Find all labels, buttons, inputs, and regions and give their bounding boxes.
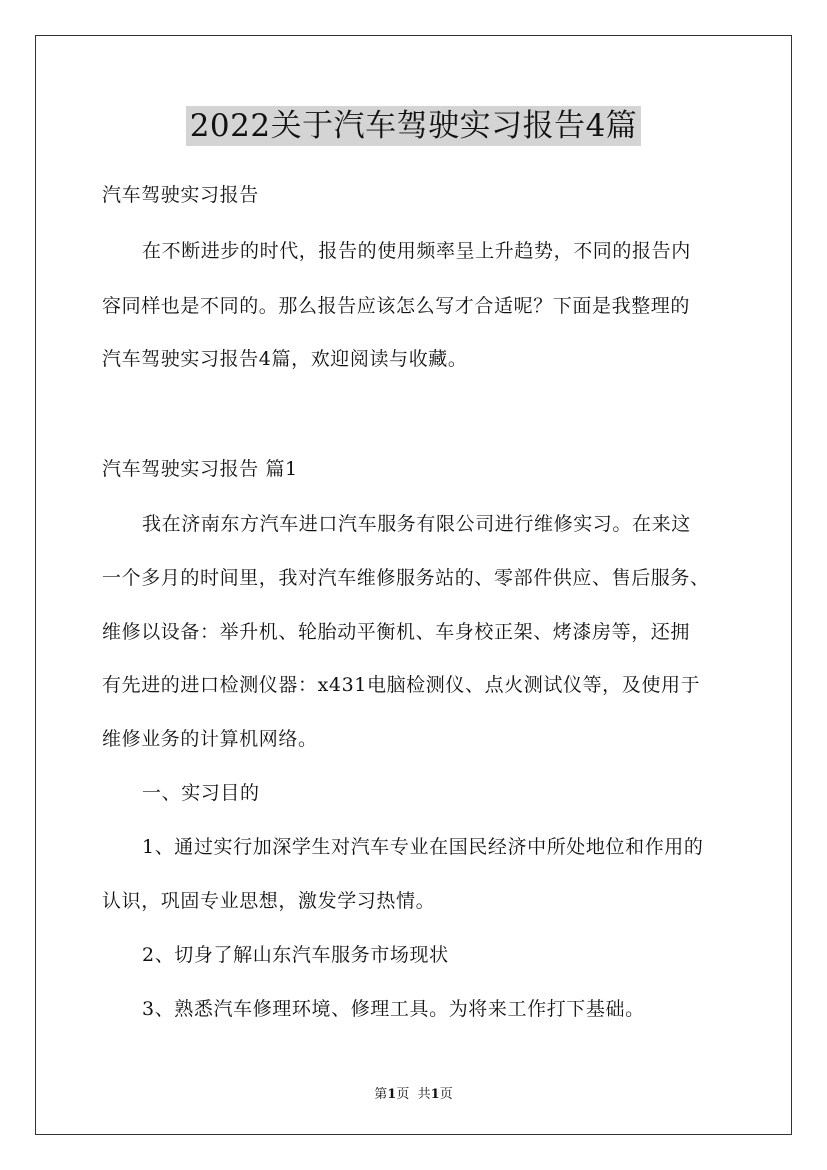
list-item: 3、熟悉汽车修理环境、修理工具。为将来工作打下基础。 (142, 998, 645, 1020)
body-line: 一个多月的时间里，我对汽车维修服务站的、零部件供应、售后服务、 (102, 567, 710, 589)
intro-line: 汽车驾驶实习报告4篇，欢迎阅读与收藏。 (102, 348, 468, 370)
total-suffix: 页 (439, 1087, 453, 1102)
list-item: 认识，巩固专业思想，激发学习热情。 (102, 890, 436, 912)
body-line: 我在济南东方汽车进口汽车服务有限公司进行维修实习。在来这 (142, 513, 691, 535)
body-line: 有先进的进口检测仪器：x431电脑检测仪、点火测试仪等，及使用于 (102, 674, 701, 696)
intro-line: 在不断进步的时代，报告的使用频率呈上升趋势，不同的报告内 (142, 240, 691, 262)
body-line: 维修业务的计算机网络。 (102, 728, 318, 750)
document-title: 2022关于汽车驾驶实习报告4篇 (186, 106, 642, 146)
section-heading: 汽车驾驶实习报告 篇1 (102, 458, 298, 480)
list-item: 1、通过实行加深学生对汽车专业在国民经济中所处地位和作用的 (142, 836, 704, 858)
subtitle: 汽车驾驶实习报告 (102, 184, 259, 206)
page-suffix: 页 (396, 1087, 410, 1102)
total-prefix: 共 (417, 1087, 431, 1102)
total-pages: 1 (430, 1087, 440, 1102)
document-title-wrap (0, 100, 827, 145)
list-item: 2、切身了解山东汽车服务市场现状 (142, 944, 449, 966)
page-prefix: 第 (374, 1087, 388, 1102)
page-footer (0, 1083, 827, 1102)
page-number: 1 (387, 1087, 397, 1102)
purpose-heading: 一、实习目的 (142, 782, 260, 804)
body-line: 维修以设备：举升机、轮胎动平衡机、车身校正架、烤漆房等，还拥 (102, 621, 691, 643)
intro-line: 容同样也是不同的。那么报告应该怎么写才合适呢？下面是我整理的 (102, 295, 691, 317)
